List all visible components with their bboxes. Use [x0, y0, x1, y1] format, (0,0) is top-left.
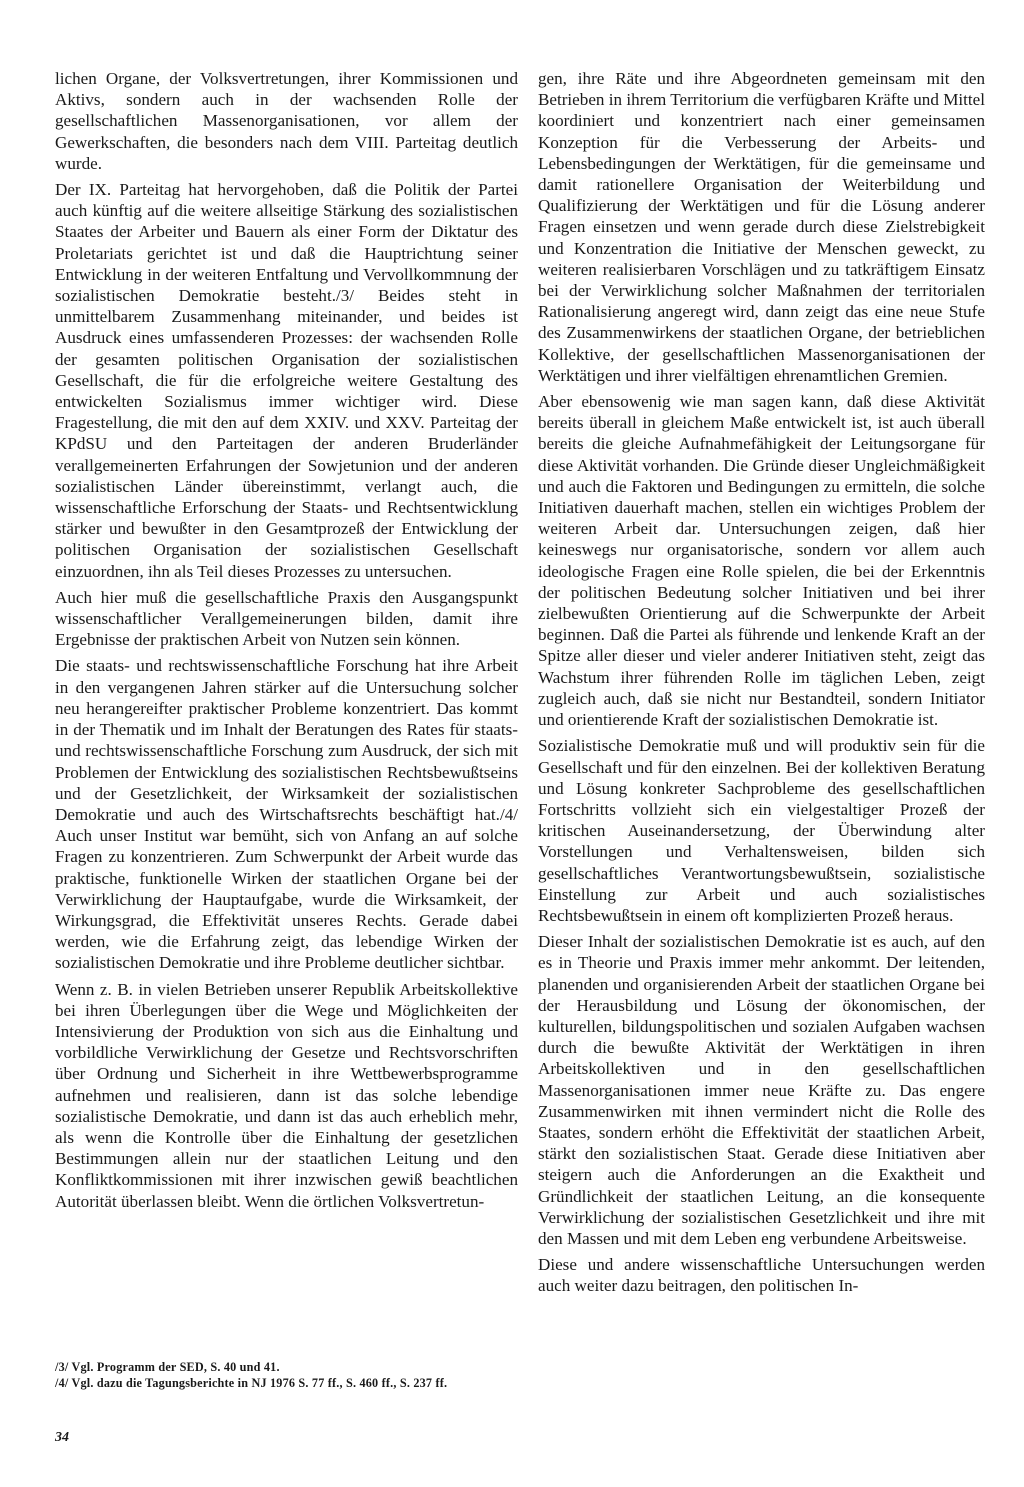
footnotes — [55, 1360, 518, 1392]
page-number: 34 — [55, 1430, 69, 1445]
paragraph: Wenn z. B. in vielen Betrieben unserer Republik Arbeitskollektive bei ihren Überlegungen über die Wege und Möglichkeiten der Intensivierung der Produktion von sich aus die Einhaltung und vorbildliche Verwirklichung der Gesetze und Rechtsvorschriften über Ordnung und Sicherheit in ihre Wettbewerbsprogramme aufnehmen und realisieren, dann ist das solche lebendige sozialistische Demokratie, und dann ist das auch erheblich mehr, als wenn die Kontrolle über die Einhaltung der gesetzlichen Bestimmungen allein nur der staatlichen Leitung und den Konfliktkommissionen mit ihrer inzwischen gewiß beachtlichen Autorität überlassen bleibt. Wenn die örtlichen Volksvertretun- — [55, 979, 518, 1211]
right-column — [538, 68, 985, 1302]
paragraph: Die staats- und rechtswissenschaftliche Forschung hat ihre Arbeit in den vergangenen Jahren stärker auf die Untersuchung solcher neu herangereifter praktischer Probleme konzentriert. Das kommt in der Thematik und im Inhalt der Beratungen des Rates für staats- und rechtswissenschaftliche Forschung zum Ausdruck, der sich mit Problemen der Entwicklung des sozialistischen Rechtsbewußtseins und der Gesetzlichkeit, der Wirksamkeit der sozialistischen Demokratie und auch des Wirtschaftsrechts beschäftigt hat./4/ Auch unser Institut war bemüht, sich von Anfang an auf solche Fragen zu konzentrieren. Zum Schwerpunkt der Arbeit wurde das praktische, funktionelle Wirken der staatlichen Organe bei der Verwirklichung der Hauptaufgabe, wurde die Wirksamkeit, der Wirkungsgrad, die Effektivität unseres Rechts. Gerade dabei werden, wie die Erfahrung zeigt, das lebendige Wirken der sozialistischen Demokratie und ihre Probleme deutlicher sichtbar. — [55, 656, 518, 973]
paragraph: Sozialistische Demokratie muß und will produktiv sein für die Gesellschaft und für den einzelnen. Bei der kollektiven Beratung und Lösung konkreter Sachprobleme des gesellschaftlichen Fortschritts vollzieht sich ein vielgestaltiger Prozeß der kritischen Auseinandersetzung, der Überwindung alter Vorstellungen und Verhaltensweisen, bilden sich gesellschaftliches Verantwortungsbewußtsein, sozialistische Einstellung zur Arbeit und auch sozialistisches Rechtsbewußtsein in einem oft komplizierten Prozeß heraus. — [538, 736, 985, 925]
paragraph: Dieser Inhalt der sozialistischen Demokratie ist es auch, auf den es in Theorie und Praxis immer mehr ankommt. Der leitenden, planenden und organisierenden Arbeit der staatlichen Organe bei der Herausbildung und Lösung der ökonomischen, der kulturellen, bildungspolitischen und sozialen Aufgaben wachsen durch die bewußte Aktivität der Werktätigen in ihren Arbeitskollektiven und in den gesellschaftlichen Massenorganisationen immer neue Kräfte zu. Das engere Zusammenwirken mit ihnen vermindert nicht die Rolle des Staates, sondern erhöht die Effektivität der staatlichen Arbeit, stärkt den sozialistischen Staat. Gerade diese Initiativen aber steigern auch die Anforderungen an die Exaktheit und Gründlichkeit der staatlichen Leitung, an die konsequente Verwirklichung der sozialistischen Gesetzlichkeit und ihre mit den Massen und mit dem Leben eng verbundene Arbeitsweise. — [538, 932, 985, 1248]
paragraph: Der IX. Parteitag hat hervorgehoben, daß die Politik der Partei auch künftig auf die weitere allseitige Stärkung des sozialistischen Staates der Arbeiter und Bauern als einer Form der Diktatur des Proletariats gerichtet ist und daß die Hauptrichtung seiner Entwicklung in der weiteren Entfaltung und Vervollkommnung der sozialistischen Demokratie besteht./3/ Beides steht in unmittelbarem Zusammenhang miteinander, und beides ist Ausdruck eines umfassenderen Prozesses: der wachsenden Rolle der gesamten politischen Organisation der sozialistischen Gesellschaft, die für die erfolgreiche weitere Gestaltung des entwickelten Sozialismus immer wichtiger wird. Diese Fragestellung, die mit den auf dem XXIV. und XXV. Parteitag der KPdSU und den Parteitagen der anderen Bruderländer verallgemeinerten Erfahrungen der Sowjetunion und der anderen sozialistischen Länder übereinstimmt, verlangt auch, die wissenschaftliche Erforschung der Staats- und Rechtsentwicklung stärker und bewußter in den Gesamtprozeß der Entwicklung der politischen Organisation der sozialistischen Gesellschaft einzuordnen, ihn als Teil dieses Prozesses zu untersuchen. — [55, 180, 518, 581]
paragraph: Auch hier muß die gesellschaftliche Praxis den Ausgangspunkt wissenschaftlicher Verallgemeinerungen bilden, damit ihre Ergebnisse der praktischen Arbeit von Nutzen sein können. — [55, 587, 518, 650]
left-column — [55, 68, 518, 1217]
paragraph: lichen Organe, der Volksvertretungen, ihrer Kommissionen und Aktivs, sondern auch in der wachsenden Rolle der gesellschaftlichen Massenorganisationen, vor allem der Gewerkschaften, die besonders nach dem VIII. Parteitag deutlich wurde. — [55, 69, 518, 173]
paragraph: Diese und andere wissenschaftliche Untersuchungen werden auch weiter dazu beitragen, den politischen In- — [538, 1255, 985, 1296]
footnote: /3/ Vgl. Programm der SED, S. 40 und 41. — [55, 1360, 280, 1374]
paragraph: gen, ihre Räte und ihre Abgeordneten gemeinsam mit den Betrieben in ihrem Territorium die verfügbaren Kräfte und Mittel koordiniert und konzentriert nach einer gemeinsamen Konzeption für die Verbesserung der Arbeits- und Lebensbedingungen der Werktätigen, für die gemeinsame und damit rationellere Organisation der Weiterbildung und Qualifizierung der Werktätigen und für die Lösung anderer Fragen einsetzen und wenn gerade durch diese Zielstrebigkeit und Konzentration die Initiative der Menschen geweckt, zu weiteren realisierbaren Vorschlägen und zu tatkräftigem Einsatz bei der Verwirklichung solcher Maßnahmen der territorialen Rationalisierung angeregt wird, dann zeigt das eine neue Stufe des Zusammenwirkens der staatlichen Organe, der betrieblichen Kollektive, der gesellschaftlichen Massenorganisationen der Werktätigen und ihrer vielfältigen ehrenamtlichen Gremien. — [538, 69, 985, 385]
footnote: /4/ Vgl. dazu die Tagungsberichte in NJ 1976 S. 77 ff., S. 460 ff., S. 237 ff. — [55, 1376, 448, 1390]
paragraph: Aber ebensowenig wie man sagen kann, daß diese Aktivität bereits überall in gleichem Maße entwickelt ist, ist auch überall bereits die gleiche Aufnahmefähigkeit der Leitungsorgane für diese Aktivität vorhanden. Die Gründe dieser Ungleichmäßigkeit und auch die Faktoren und Bedingungen zu ermitteln, die solche Initiativen dauerhaft machen, stellen ein wichtiges Problem der weiteren Arbeit dar. Untersuchungen zeigen, daß hier keineswegs nur organisatorische, sondern vor allem auch ideologische Fragen eine Rolle spielen, die bei der Erkenntnis der politischen Bedeutung solcher Initiativen und bei ihrer zielbewußten Orientierung auf die Schwerpunkte der Arbeit beginnen. Daß die Partei als führende und lenkende Kraft an der Spitze aller dieser und vieler anderer Initiativen steht, zeigt das Wachstum ihrer führenden Rolle im täglichen Leben, zeigt zugleich auch, daß sie nicht nur Bestandteil, sondern Initiator und orientierende Kraft der sozialistischen Demokratie ist. — [538, 392, 985, 730]
